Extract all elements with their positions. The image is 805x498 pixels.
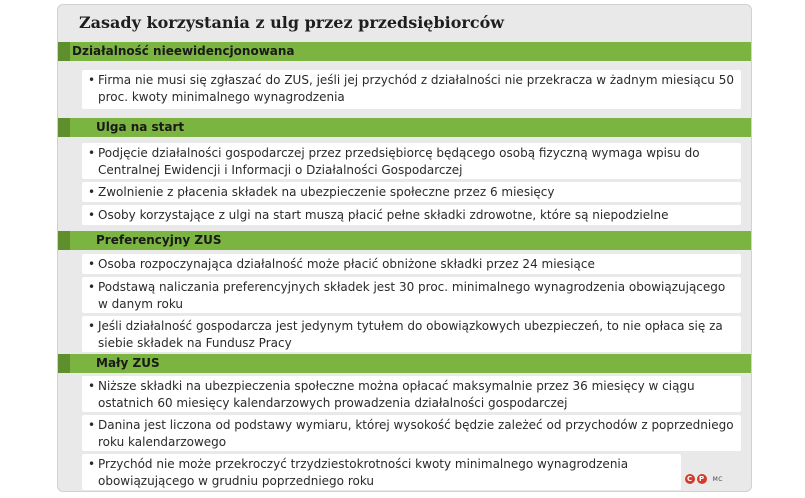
item-text: Firma nie musi się zgłaszać do ZUS, jeśli jej przychód z działalności nie przekracza w żadnym miesiącu 50 proc. kwoty minimalnego wynagrodzenia [98, 73, 734, 104]
publisher-logo [685, 474, 723, 484]
item-text: Jeśli działalność gospodarcza jest jedynym tytułem do obowiązkowych ubezpieczeń, to nie opłaca się za siebie składek na Fundusz Pracy [98, 319, 723, 350]
bullet-icon: • [88, 146, 96, 160]
section-heading: Mały ZUS [96, 356, 160, 370]
list-item [82, 415, 741, 451]
section-heading: Preferencyjny ZUS [96, 233, 222, 247]
bullet-icon: • [88, 257, 96, 271]
item-text: Osoba rozpoczynająca działalność może płacić obniżone składki przez 24 miesiące [98, 257, 595, 271]
bullet-icon: • [88, 319, 96, 333]
list-item [82, 376, 741, 412]
author-credit: MC [712, 475, 723, 483]
list-item [82, 205, 741, 225]
section-dzialalnosc-nieewidencjonowana [58, 42, 751, 104]
section-heading: Działalność nieewidencjonowana [72, 44, 295, 58]
logo-c-icon: C [685, 474, 695, 484]
infographic-card [57, 4, 752, 492]
list-item [82, 254, 741, 274]
logo-p-icon: P [697, 474, 707, 484]
item-text: Przychód nie może przekroczyć trzydziestokrotności kwoty minimalnego wynagrodzenia obowiązującego w grudniu poprzedniego roku [98, 457, 629, 488]
section-header [58, 231, 751, 250]
item-text: Podstawą naliczania preferencyjnych składek jest 30 proc. minimalnego wynagrodzenia obowiązującego w danym roku [98, 280, 726, 311]
section-header [58, 354, 751, 373]
item-text: Podjęcie działalności gospodarczej przez przedsiębiorcę będącego osobą fizyczną wymaga wpisu do Centralnej Ewidencji i Informacji o Działalności Gospodarczej [98, 146, 700, 177]
bullet-icon: • [88, 379, 96, 393]
bullet-icon: • [88, 457, 96, 471]
section-heading: Ulga na start [96, 120, 185, 134]
item-text: Niższe składki na ubezpieczenia społeczne można opłacać maksymalnie przez 36 miesięcy w ciągu ostatnich 60 miesięcy kalendarzowych prowadzenia działalności gospodarczej [98, 379, 695, 410]
item-text: Osoby korzystające z ulgi na start muszą płacić pełne składki zdrowotne, które są niepodzielne [98, 208, 669, 222]
item-text: Zwolnienie z płacenia składek na ubezpieczenie społeczne przez 6 miesięcy [98, 185, 555, 199]
bullet-icon: • [88, 73, 96, 87]
page-title: Zasady korzystania z ulg przez przedsiębiorców [79, 13, 505, 32]
list-item [82, 182, 741, 202]
section-header [58, 42, 751, 61]
section-preferencyjny-zus [58, 231, 751, 350]
bullet-icon: • [88, 208, 96, 222]
item-text: Danina jest liczona od podstawy wymiaru, której wysokość będzie zależeć od przychodów z poprzedniego roku kalendarzowego [98, 418, 734, 449]
bullet-icon: • [88, 280, 96, 294]
section-ulga-na-start [58, 118, 751, 222]
list-item [82, 70, 741, 109]
list-item [82, 277, 741, 313]
bullet-icon: • [88, 418, 96, 432]
list-item [82, 143, 741, 179]
bullet-icon: • [88, 185, 96, 199]
section-header [58, 118, 751, 137]
list-item [82, 316, 741, 352]
list-item [82, 454, 681, 490]
